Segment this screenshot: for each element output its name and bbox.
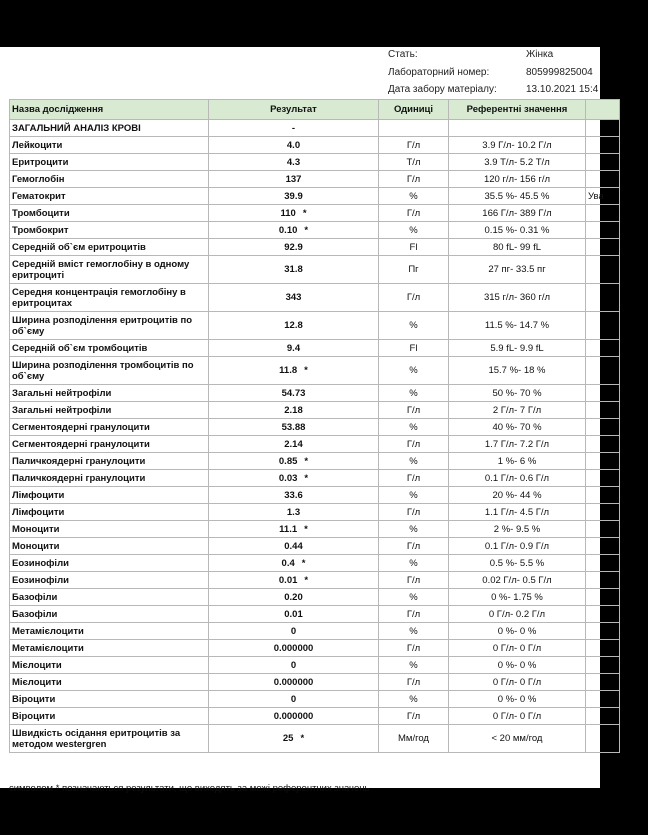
extra-cell bbox=[586, 640, 620, 657]
sample-date-row bbox=[388, 84, 648, 100]
test-name-cell: Середня концентрація гемоглобіну в еритроцитах bbox=[10, 284, 209, 312]
result-cell bbox=[209, 504, 379, 521]
extra-cell bbox=[586, 402, 620, 419]
result-value: 2.14 bbox=[284, 438, 303, 450]
table-row bbox=[10, 284, 620, 312]
reference-cell: 1 %- 6 % bbox=[449, 453, 586, 470]
out-of-range-flag: * bbox=[304, 523, 308, 535]
sample-date-value: 13.10.2021 15:4 bbox=[526, 84, 599, 95]
extra-cell bbox=[586, 487, 620, 504]
reference-cell: 15.7 %- 18 % bbox=[449, 357, 586, 385]
result-cell bbox=[209, 538, 379, 555]
result-value: 0.44 bbox=[284, 540, 303, 552]
unit-cell: % bbox=[379, 623, 449, 640]
test-name-cell: Лімфоцити bbox=[10, 504, 209, 521]
result-value: 12.8 bbox=[284, 320, 303, 331]
test-name-cell: Еритроцити bbox=[10, 154, 209, 171]
unit-cell: % bbox=[379, 312, 449, 340]
unit-cell: % bbox=[379, 222, 449, 239]
result-cell bbox=[209, 589, 379, 606]
result-cell bbox=[209, 555, 379, 572]
unit-cell: % bbox=[379, 521, 449, 538]
out-of-range-flag: * bbox=[300, 733, 305, 744]
test-name-cell: Лімфоцити bbox=[10, 487, 209, 504]
extra-cell bbox=[586, 572, 620, 589]
result-value: 0.000000 bbox=[273, 676, 314, 688]
test-name-cell: Метамієлоцити bbox=[10, 623, 209, 640]
reference-cell: 0 Г/л- 0.2 Г/л bbox=[449, 606, 586, 623]
result-cell bbox=[209, 239, 379, 256]
table-row bbox=[10, 453, 620, 470]
result-cell bbox=[209, 606, 379, 623]
result-cell bbox=[209, 470, 379, 487]
test-name-cell: Мієлоцити bbox=[10, 674, 209, 691]
result-value: 137 bbox=[285, 173, 302, 185]
table-row bbox=[10, 657, 620, 674]
unit-cell: % bbox=[379, 385, 449, 402]
result-value: 39.9 bbox=[284, 190, 303, 202]
table-row bbox=[10, 470, 620, 487]
table-row bbox=[10, 188, 620, 205]
result-value: 0.03 bbox=[278, 472, 298, 484]
table-row bbox=[10, 357, 620, 385]
result-value: 0.4 bbox=[281, 557, 295, 569]
test-name-cell: Гематокрит bbox=[10, 188, 209, 205]
reference-cell: 3.9 Т/л- 5.2 Т/л bbox=[449, 154, 586, 171]
reference-cell: 40 %- 70 % bbox=[449, 419, 586, 436]
result-value: 4.3 bbox=[286, 156, 301, 168]
table-row bbox=[10, 205, 620, 222]
result-cell bbox=[209, 137, 379, 154]
lab-report-page bbox=[0, 47, 604, 794]
unit-cell: % bbox=[379, 453, 449, 470]
result-value: 4.0 bbox=[286, 139, 301, 151]
reference-cell: 80 fL- 99 fL bbox=[449, 239, 586, 256]
table-row bbox=[10, 674, 620, 691]
test-name-cell: Середній вміст гемоглобіну в одному еритроциті bbox=[10, 256, 209, 284]
result-cell bbox=[209, 205, 379, 222]
extra-cell bbox=[586, 589, 620, 606]
unit-cell: Г/л bbox=[379, 205, 449, 222]
result-value: 9.4 bbox=[286, 342, 301, 354]
extra-cell bbox=[586, 312, 620, 340]
col-header-units: Одиниці bbox=[379, 100, 449, 120]
result-cell bbox=[209, 120, 379, 137]
unit-cell: % bbox=[379, 589, 449, 606]
reference-cell: 0.02 Г/л- 0.5 Г/л bbox=[449, 572, 586, 589]
test-name-cell: Моноцити bbox=[10, 538, 209, 555]
extra-cell bbox=[586, 504, 620, 521]
sex-value: Жінка bbox=[526, 49, 554, 60]
result-cell bbox=[209, 657, 379, 674]
result-value: 0.01 bbox=[284, 608, 303, 620]
extra-cell bbox=[586, 674, 620, 691]
reference-cell bbox=[449, 120, 586, 137]
extra-cell bbox=[586, 137, 620, 154]
unit-cell: Пг bbox=[379, 256, 449, 284]
result-value: 0.000000 bbox=[273, 710, 314, 722]
result-value: 0.20 bbox=[284, 591, 303, 603]
result-value: 0.01 bbox=[278, 574, 298, 586]
unit-cell: % bbox=[379, 357, 449, 385]
unit-cell: Г/л bbox=[379, 284, 449, 312]
reference-cell: 2 Г/л- 7 Г/л bbox=[449, 402, 586, 419]
result-cell bbox=[209, 436, 379, 453]
table-row bbox=[10, 419, 620, 436]
test-name-cell: Базофіли bbox=[10, 606, 209, 623]
table-row bbox=[10, 623, 620, 640]
unit-cell: % bbox=[379, 188, 449, 205]
result-cell bbox=[209, 708, 379, 725]
result-value: 0.000000 bbox=[273, 642, 314, 654]
out-of-range-flag: * bbox=[304, 455, 309, 467]
extra-cell bbox=[586, 284, 620, 312]
extra-cell bbox=[586, 606, 620, 623]
col-header-test-name: Назва дослідження bbox=[10, 100, 209, 120]
reference-cell: < 20 мм/год bbox=[449, 725, 586, 753]
result-cell bbox=[209, 572, 379, 589]
extra-cell bbox=[586, 205, 620, 222]
result-cell bbox=[209, 284, 379, 312]
result-cell bbox=[209, 640, 379, 657]
extra-cell bbox=[586, 171, 620, 188]
result-value: 92.9 bbox=[284, 241, 303, 253]
sample-date-label: Дата забору матеріалу: bbox=[388, 84, 497, 95]
out-of-range-flag: * bbox=[304, 574, 309, 586]
extra-cell bbox=[586, 436, 620, 453]
result-value: 0.10 bbox=[278, 224, 298, 236]
table-row bbox=[10, 521, 620, 538]
extra-cell bbox=[586, 623, 620, 640]
result-cell bbox=[209, 171, 379, 188]
unit-cell: Г/л bbox=[379, 470, 449, 487]
extra-cell bbox=[586, 222, 620, 239]
result-value: - bbox=[291, 122, 296, 134]
unit-cell: Г/л bbox=[379, 640, 449, 657]
result-cell bbox=[209, 453, 379, 470]
extra-cell bbox=[586, 538, 620, 555]
result-value: 110 bbox=[280, 207, 296, 219]
reference-cell: 315 г/л- 360 г/л bbox=[449, 284, 586, 312]
test-name-cell: Гемоглобін bbox=[10, 171, 209, 188]
result-cell bbox=[209, 385, 379, 402]
result-cell bbox=[209, 487, 379, 504]
test-name-cell: Моноцити bbox=[10, 521, 209, 538]
reference-cell: 1.1 Г/л- 4.5 Г/л bbox=[449, 504, 586, 521]
test-name-cell: Еозинофіли bbox=[10, 555, 209, 572]
table-row bbox=[10, 340, 620, 357]
extra-cell bbox=[586, 385, 620, 402]
test-name-cell: Загальні нейтрофіли bbox=[10, 385, 209, 402]
out-of-range-flag: * bbox=[304, 224, 309, 236]
extra-cell: Ува bbox=[586, 188, 620, 205]
result-cell bbox=[209, 256, 379, 284]
extra-cell bbox=[586, 470, 620, 487]
test-name-cell: Паличкоядерні гранулоцити bbox=[10, 470, 209, 487]
table-row bbox=[10, 436, 620, 453]
test-name-cell: Сегментоядерні гранулоцити bbox=[10, 419, 209, 436]
extra-cell bbox=[586, 691, 620, 708]
extra-cell bbox=[586, 453, 620, 470]
extra-cell bbox=[586, 340, 620, 357]
reference-cell: 5.9 fL- 9.9 fL bbox=[449, 340, 586, 357]
test-name-cell: Еозинофіли bbox=[10, 572, 209, 589]
test-name-cell: Швидкість осідання еритроцитів за методом westergren bbox=[10, 725, 209, 753]
test-name-cell: Ширина розподілення еритроцитів по об`єму bbox=[10, 312, 209, 340]
col-header-result: Результат bbox=[209, 100, 379, 120]
result-cell bbox=[209, 521, 379, 538]
table-row bbox=[10, 312, 620, 340]
extra-cell bbox=[586, 555, 620, 572]
unit-cell bbox=[379, 120, 449, 137]
result-value: 33.6 bbox=[284, 489, 303, 501]
table-row bbox=[10, 256, 620, 284]
lab-number-label: Лабораторний номер: bbox=[388, 67, 490, 78]
unit-cell: % bbox=[379, 555, 449, 572]
table-row bbox=[10, 385, 620, 402]
results-table bbox=[9, 99, 620, 753]
extra-cell bbox=[586, 521, 620, 538]
unit-cell: % bbox=[379, 657, 449, 674]
result-value: 2.18 bbox=[284, 404, 303, 416]
table-row bbox=[10, 708, 620, 725]
table-row bbox=[10, 691, 620, 708]
test-name-cell: Тромбоцити bbox=[10, 205, 209, 222]
test-name-cell: Ширина розподілення тромбоцитів по об`єму bbox=[10, 357, 209, 385]
unit-cell: Г/л bbox=[379, 674, 449, 691]
test-name-cell: ЗАГАЛЬНИЙ АНАЛІЗ КРОВІ bbox=[10, 120, 209, 137]
result-value: 1.3 bbox=[286, 506, 301, 518]
test-name-cell: Віроцити bbox=[10, 708, 209, 725]
reference-cell: 27 пг- 33.5 пг bbox=[449, 256, 586, 284]
extra-cell bbox=[586, 120, 620, 137]
table-row bbox=[10, 640, 620, 657]
table-header-row bbox=[10, 100, 620, 120]
result-value: 53.88 bbox=[281, 421, 306, 433]
reference-cell: 0 %- 0 % bbox=[449, 623, 586, 640]
result-cell bbox=[209, 691, 379, 708]
result-value: 0 bbox=[290, 625, 297, 637]
reference-cell: 0.5 %- 5.5 % bbox=[449, 555, 586, 572]
extra-cell bbox=[586, 708, 620, 725]
reference-cell: 0.1 Г/л- 0.9 Г/л bbox=[449, 538, 586, 555]
table-row bbox=[10, 137, 620, 154]
reference-cell: 0 Г/л- 0 Г/л bbox=[449, 674, 586, 691]
reference-cell: 0 %- 0 % bbox=[449, 691, 586, 708]
out-of-range-flag: * bbox=[304, 472, 309, 484]
result-value: 25 bbox=[282, 733, 294, 744]
result-cell bbox=[209, 312, 379, 340]
unit-cell: % bbox=[379, 487, 449, 504]
test-name-cell: Базофіли bbox=[10, 589, 209, 606]
result-cell bbox=[209, 725, 379, 753]
result-value: 343 bbox=[285, 292, 302, 303]
result-cell bbox=[209, 357, 379, 385]
result-value: 0.85 bbox=[278, 455, 298, 467]
table-row bbox=[10, 538, 620, 555]
result-cell bbox=[209, 222, 379, 239]
unit-cell: Fl bbox=[379, 340, 449, 357]
unit-cell: Г/л bbox=[379, 402, 449, 419]
result-value: 11.1 bbox=[279, 523, 298, 535]
extra-cell bbox=[586, 256, 620, 284]
extra-cell bbox=[586, 657, 620, 674]
out-of-range-flag: * bbox=[304, 365, 308, 376]
test-name-cell: Мієлоцити bbox=[10, 657, 209, 674]
result-cell bbox=[209, 188, 379, 205]
col-header-reference: Референтні значення bbox=[449, 100, 586, 120]
extra-cell bbox=[586, 419, 620, 436]
unit-cell: Г/л bbox=[379, 538, 449, 555]
unit-cell: Г/л bbox=[379, 137, 449, 154]
reference-cell: 0 Г/л- 0 Г/л bbox=[449, 708, 586, 725]
table-row bbox=[10, 171, 620, 188]
table-row bbox=[10, 154, 620, 171]
reference-cell: 0.15 %- 0.31 % bbox=[449, 222, 586, 239]
sex-row bbox=[388, 49, 648, 65]
result-value: 0 bbox=[290, 659, 297, 671]
table-row bbox=[10, 606, 620, 623]
out-of-range-flag: * bbox=[301, 557, 306, 569]
extra-cell bbox=[586, 725, 620, 753]
test-name-cell: Середній об`єм тромбоцитів bbox=[10, 340, 209, 357]
reference-cell: 0 Г/л- 0 Г/л bbox=[449, 640, 586, 657]
reference-cell: 1.7 Г/л- 7.2 Г/л bbox=[449, 436, 586, 453]
result-cell bbox=[209, 419, 379, 436]
result-value: 11.8 bbox=[279, 365, 298, 376]
test-name-cell: Тромбокрит bbox=[10, 222, 209, 239]
reference-cell: 0 %- 1.75 % bbox=[449, 589, 586, 606]
table-row bbox=[10, 725, 620, 753]
table-row bbox=[10, 487, 620, 504]
reference-cell: 166 Г/л- 389 Г/л bbox=[449, 205, 586, 222]
reference-cell: 0 %- 0 % bbox=[449, 657, 586, 674]
table-row bbox=[10, 239, 620, 256]
table-row bbox=[10, 555, 620, 572]
reference-cell: 50 %- 70 % bbox=[449, 385, 586, 402]
unit-cell: Т/л bbox=[379, 154, 449, 171]
sex-label: Стать: bbox=[388, 49, 418, 60]
unit-cell: Г/л bbox=[379, 572, 449, 589]
result-value: 54.73 bbox=[281, 387, 306, 399]
lab-number-row bbox=[388, 67, 648, 83]
reference-cell: 20 %- 44 % bbox=[449, 487, 586, 504]
table-row bbox=[10, 120, 620, 137]
unit-cell: Г/л bbox=[379, 171, 449, 188]
reference-cell: 3.9 Г/л- 10.2 Г/л bbox=[449, 137, 586, 154]
reference-cell: 120 г/л- 156 г/л bbox=[449, 171, 586, 188]
table-row bbox=[10, 572, 620, 589]
lab-number-value: 805999825004 bbox=[526, 67, 593, 78]
reference-cell: 0.1 Г/л- 0.6 Г/л bbox=[449, 470, 586, 487]
test-name-cell: Метамієлоцити bbox=[10, 640, 209, 657]
test-name-cell: Середній об`єм еритроцитів bbox=[10, 239, 209, 256]
test-name-cell: Віроцити bbox=[10, 691, 209, 708]
unit-cell: Г/л bbox=[379, 606, 449, 623]
unit-cell: Г/л bbox=[379, 436, 449, 453]
result-cell bbox=[209, 674, 379, 691]
extra-cell bbox=[586, 357, 620, 385]
test-name-cell: Загальні нейтрофіли bbox=[10, 402, 209, 419]
table-row bbox=[10, 504, 620, 521]
test-name-cell: Паличкоядерні гранулоцити bbox=[10, 453, 209, 470]
unit-cell: % bbox=[379, 691, 449, 708]
result-value: 31.8 bbox=[284, 264, 303, 275]
col-header-extra bbox=[586, 100, 620, 120]
footnote: символом * позначаються результати, що виходять за межі референтних значень bbox=[9, 783, 370, 794]
result-cell bbox=[209, 402, 379, 419]
test-name-cell: Сегментоядерні гранулоцити bbox=[10, 436, 209, 453]
unit-cell: Г/л bbox=[379, 504, 449, 521]
unit-cell: Мм/год bbox=[379, 725, 449, 753]
unit-cell: % bbox=[379, 419, 449, 436]
extra-cell bbox=[586, 239, 620, 256]
table-row bbox=[10, 402, 620, 419]
extra-cell bbox=[586, 154, 620, 171]
reference-cell: 11.5 %- 14.7 % bbox=[449, 312, 586, 340]
test-name-cell: Лейкоцити bbox=[10, 137, 209, 154]
table-row bbox=[10, 589, 620, 606]
result-cell bbox=[209, 623, 379, 640]
out-of-range-flag: * bbox=[302, 207, 307, 219]
unit-cell: Fl bbox=[379, 239, 449, 256]
result-cell bbox=[209, 340, 379, 357]
result-cell bbox=[209, 154, 379, 171]
reference-cell: 35.5 %- 45.5 % bbox=[449, 188, 586, 205]
table-row bbox=[10, 222, 620, 239]
unit-cell: Г/л bbox=[379, 708, 449, 725]
result-value: 0 bbox=[290, 693, 297, 705]
reference-cell: 2 %- 9.5 % bbox=[449, 521, 586, 538]
